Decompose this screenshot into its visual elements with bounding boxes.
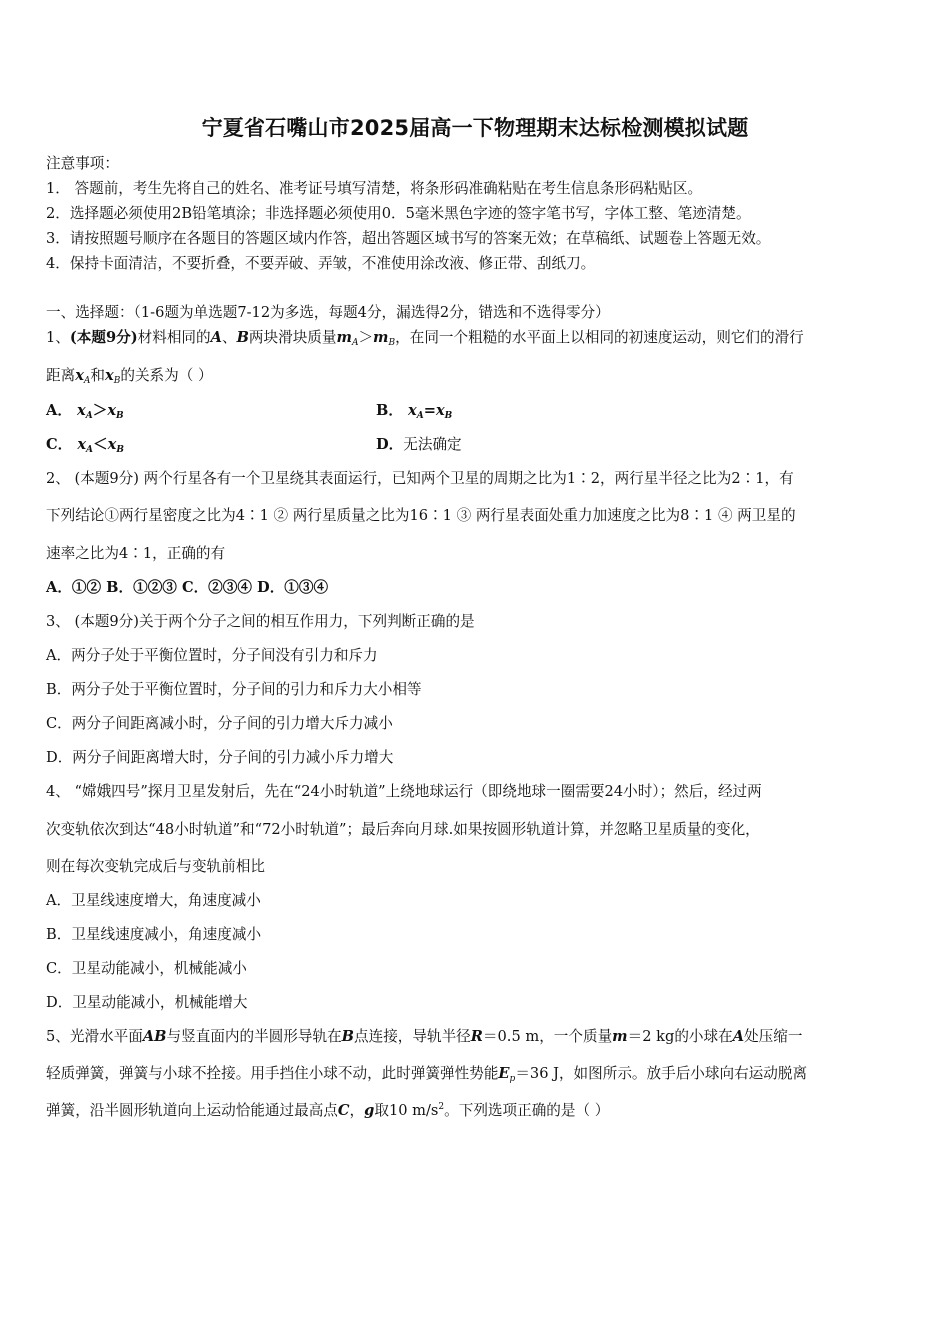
q4-stem-line-3: 则在每次变轨完成后与变轨前相比 xyxy=(46,858,265,875)
notice-item-1: 1． 答题前，考生先将自己的姓名、准考证号填写清楚，将条形码准确粘贴在考生信息条形码粘贴区。 xyxy=(46,180,703,197)
q2-stem-line-3: 速率之比为4∶1，正确的有 xyxy=(46,545,226,562)
q3-option-d: D．两分子间距离增大时，分子间的引力减小斥力增大 xyxy=(46,749,394,766)
notice-item-3: 3．请按照题号顺序在各题目的答题区域内作答，超出答题区域书写的答案无效；在草稿纸、试题卷上答题无效。 xyxy=(46,230,771,247)
notice-item-2: 2．选择题必须使用2B铅笔填涂；非选择题必须使用0．5毫米黑色字迹的签字笔书写，字体工整、笔迹清楚。 xyxy=(46,205,751,222)
q1-option-d: D．无法确定 xyxy=(376,436,462,453)
q1-option-c: C． $x_A<x_B$ xyxy=(46,436,124,455)
q3-option-c: C．两分子间距离减小时，分子间的引力增大斥力减小 xyxy=(46,715,393,732)
q1-option-b: B． $x_A=x_B$ xyxy=(376,402,453,421)
q4-option-c: C．卫星动能减小，机械能减小 xyxy=(46,960,247,977)
q5-stem-line-2: 轻质弹簧，弹簧与小球不拴接。用手挡住小球不动，此时弹簧弹性势能$E_p=36$ J，如图所示。放手后小球向右运动脱离 xyxy=(46,1065,808,1084)
q4-option-b: B．卫星线速度减小，角速度减小 xyxy=(46,926,262,943)
q4-stem-line-2: 次变轨依次到达“48小时轨道”和“72小时轨道”；最后奔向月球.如果按圆形轨道计算，并忽略卫星质量的变化， xyxy=(46,821,760,838)
q2-options: A．①② B．①②③ C．②③④ D．①③④ xyxy=(46,579,329,596)
q5-stem-line-1: 5、光滑水平面AB与竖直面内的半圆形导轨在B点连接，导轨半径R＝0.5 m，一个质量m＝2 kg的小球在A处压缩一 xyxy=(46,1028,803,1045)
notice-heading: 注意事项： xyxy=(46,155,119,172)
section-heading: 一、选择题：（1-6题为单选题7-12为多选，每题4分，漏选得2分，错选和不选得零分） xyxy=(46,304,610,321)
q5-stem-line-3: 弹簧，沿半圆形轨道向上运动恰能通过最高点C，g取10 $m/s^2$。下列选项正确的是（ ） xyxy=(46,1102,610,1119)
q2-stem-line-2: 下列结论①两行星密度之比为4∶1 ② 两行星质量之比为16∶1 ③ 两行星表面处重力加速度之比为8∶1 ④ 两卫星的 xyxy=(46,507,796,524)
page-title: 宁夏省石嘴山市2025届高一下物理期末达标检测模拟试题 xyxy=(201,116,749,140)
q1-option-a: A． $x_A>x_B$ xyxy=(46,402,124,421)
q3-option-a: A．两分子处于平衡位置时，分子间没有引力和斥力 xyxy=(46,647,378,664)
q4-option-a: A．卫星线速度增大，角速度减小 xyxy=(46,892,261,909)
q3-stem: 3、 (本题9分)关于两个分子之间的相互作用力，下列判断正确的是 xyxy=(46,613,475,630)
q2-stem-line-1: 2、 (本题9分) 两个行星各有一个卫星绕其表面运行，已知两个卫星的周期之比为1∶2，两行星半径之比为2∶1，有 xyxy=(46,470,794,487)
q3-option-b: B．两分子处于平衡位置时，分子间的引力和斥力大小相等 xyxy=(46,681,422,698)
q1-stem-line-1: 1、(本题9分)材料相同的A、B两块滑块质量$m_A>m_B$，在同一个粗糙的水平面上以相同的初速度运动，则它们的滑行 xyxy=(46,329,804,348)
q4-option-d: D．卫星动能减小，机械能增大 xyxy=(46,994,248,1011)
q4-stem-line-1: 4、 “嫦娥四号”探月卫星发射后，先在“24小时轨道”上绕地球运行（即绕地球一圈需要24小时）；然后，经过两 xyxy=(46,783,762,800)
notice-item-4: 4．保持卡面清洁，不要折叠，不要弄破、弄皱，不准使用涂改液、修正带、刮纸刀。 xyxy=(46,255,596,272)
q1-stem-line-2: 距离$x_A$和$x_B$的关系为（ ） xyxy=(46,367,213,386)
